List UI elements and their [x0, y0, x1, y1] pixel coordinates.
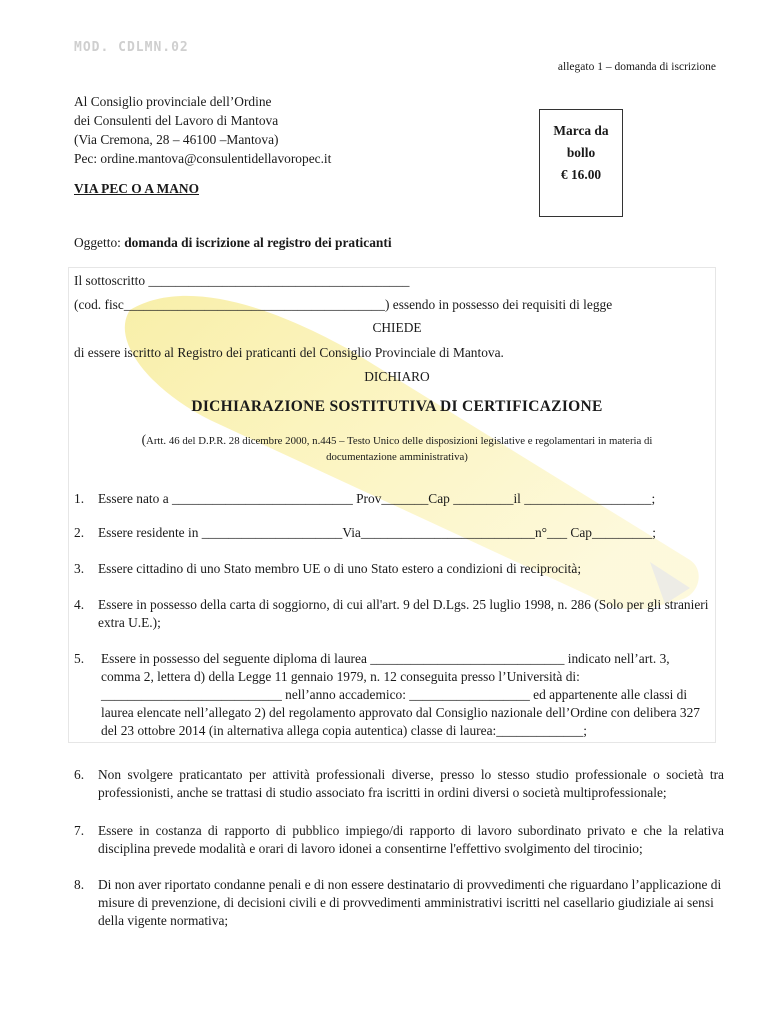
paren: (: [141, 432, 147, 447]
declaration-item-5[interactable]: [74, 650, 724, 740]
address-line: (Via Cremona, 28 – 46100 –Mantova): [74, 132, 279, 147]
item-number: 8.: [74, 877, 85, 892]
item-number: 4.: [74, 597, 85, 612]
subject-label: Oggetto:: [74, 235, 121, 250]
declaration-item-6[interactable]: [74, 766, 724, 802]
address-pec: Pec: ordine.mantova@consulentidellavoropec.it: [74, 151, 332, 166]
item-number: 2.: [74, 525, 85, 540]
address-line: Al Consiglio provinciale dell’Ordine: [74, 94, 272, 109]
stamp-line: Marca da: [553, 123, 609, 138]
legal-reference-line: (Artt. 46 del D.P.R. 28 dicembre 2000, n.445 – Testo Unico delle disposizioni legislative e regolamentari in materia di: [141, 432, 653, 447]
recipient-address: [74, 92, 331, 168]
item-text: Non svolgere praticantato per attività professionali diverse, presso lo stesso studio professionale o società tra professionisti, anche se trattasi di studio associato fra iscritti in ordini diversi o società multiprofessionale;: [98, 767, 724, 800]
item-text: Essere in possesso della carta di soggiorno, di cui all'art. 9 del D.Lgs. 25 luglio 1998, n. 286 (Solo per gli stranieri extra U.E.);: [98, 597, 709, 630]
subject-line: [74, 235, 392, 251]
attachment-label: allegato 1 – domanda di iscrizione: [557, 61, 716, 73]
item-text: Essere in costanza di rapporto di pubblico impiego/di rapporto di lavoro subordinato privato e che la relativa disciplina prevede modalità e orari di lavoro idonei a consentirne l'effettivo svolgimento del tirocinio;: [98, 823, 724, 856]
dichiaro-heading: DICHIARO: [364, 369, 430, 384]
chiede-heading: CHIEDE: [372, 320, 422, 335]
stamp-amount: € 16.00: [560, 167, 602, 182]
item-text: Essere in possesso del seguente diploma di laurea _____________________________ indicato nell’art. 3, comma 2, lettera d) della Legge 11 gennaio 1979, n. 12 conseguita presso l’Università di: ___________________________ nell’anno accademico: __________________ ed appartenente alle classi di laurea elencate nell’allegato 2) del regolamento approvato dal Consiglio nazionale dell’Ordine con delibera 327 del 23 ottobre 2014 (in alternativa allega copia autentica) classe di laurea:_____________;: [101, 651, 700, 738]
item-number: 7.: [74, 823, 85, 838]
declaration-item-2[interactable]: [74, 524, 724, 542]
subject-text: domanda di iscrizione al registro dei praticanti: [124, 235, 392, 250]
module-code: MOD. CDLMN.02: [74, 40, 189, 55]
declaration-item-1[interactable]: [74, 490, 724, 508]
item-text: Essere residente in _____________________Via__________________________n°___ Cap_________;: [98, 525, 656, 540]
stamp-line: bollo: [566, 145, 596, 160]
item-number: 3.: [74, 561, 85, 576]
declaration-item-3[interactable]: [74, 560, 724, 578]
delivery-method: VIA PEC O A MANO: [74, 181, 199, 196]
item-number: 1.: [74, 491, 85, 506]
legal-reference-line: documentazione amministrativa): [326, 451, 468, 463]
declaration-item-4[interactable]: [74, 596, 724, 632]
legal-reference: [74, 432, 720, 465]
declaration-item-8[interactable]: [74, 876, 724, 930]
request-text: di essere iscritto al Registro dei praticanti del Consiglio Provinciale di Mantova.: [74, 345, 504, 360]
revenue-stamp-box: [539, 109, 623, 217]
item-text: Essere nato a ___________________________ Prov_______Cap _________il ___________________;: [98, 491, 656, 506]
declaration-item-7[interactable]: [74, 822, 724, 858]
item-number: 5.: [74, 651, 85, 666]
item-text: Di non aver riportato condanne penali e di non essere destinatario di provvedimenti che riguardano l’applicazione di misure di prevenzione, di decisioni civili e di provvedimenti amministrativi iscritti nel casellario giudiziale ai sensi della vigente normativa;: [98, 877, 722, 928]
item-number: 6.: [74, 767, 85, 782]
address-line: dei Consulenti del Lavoro di Mantova: [74, 113, 279, 128]
signatory-field[interactable]: Il sottoscritto _______________________________________: [74, 273, 410, 288]
item-text: Essere cittadino di uno Stato membro UE o di uno Stato estero a condizioni di reciprocità;: [98, 561, 582, 576]
tax-code-field[interactable]: (cod. fisc_______________________________________) essendo in possesso dei requisiti di legge: [74, 297, 613, 312]
declaration-title: DICHIARAZIONE SOSTITUTIVA DI CERTIFICAZIONE: [191, 398, 603, 415]
